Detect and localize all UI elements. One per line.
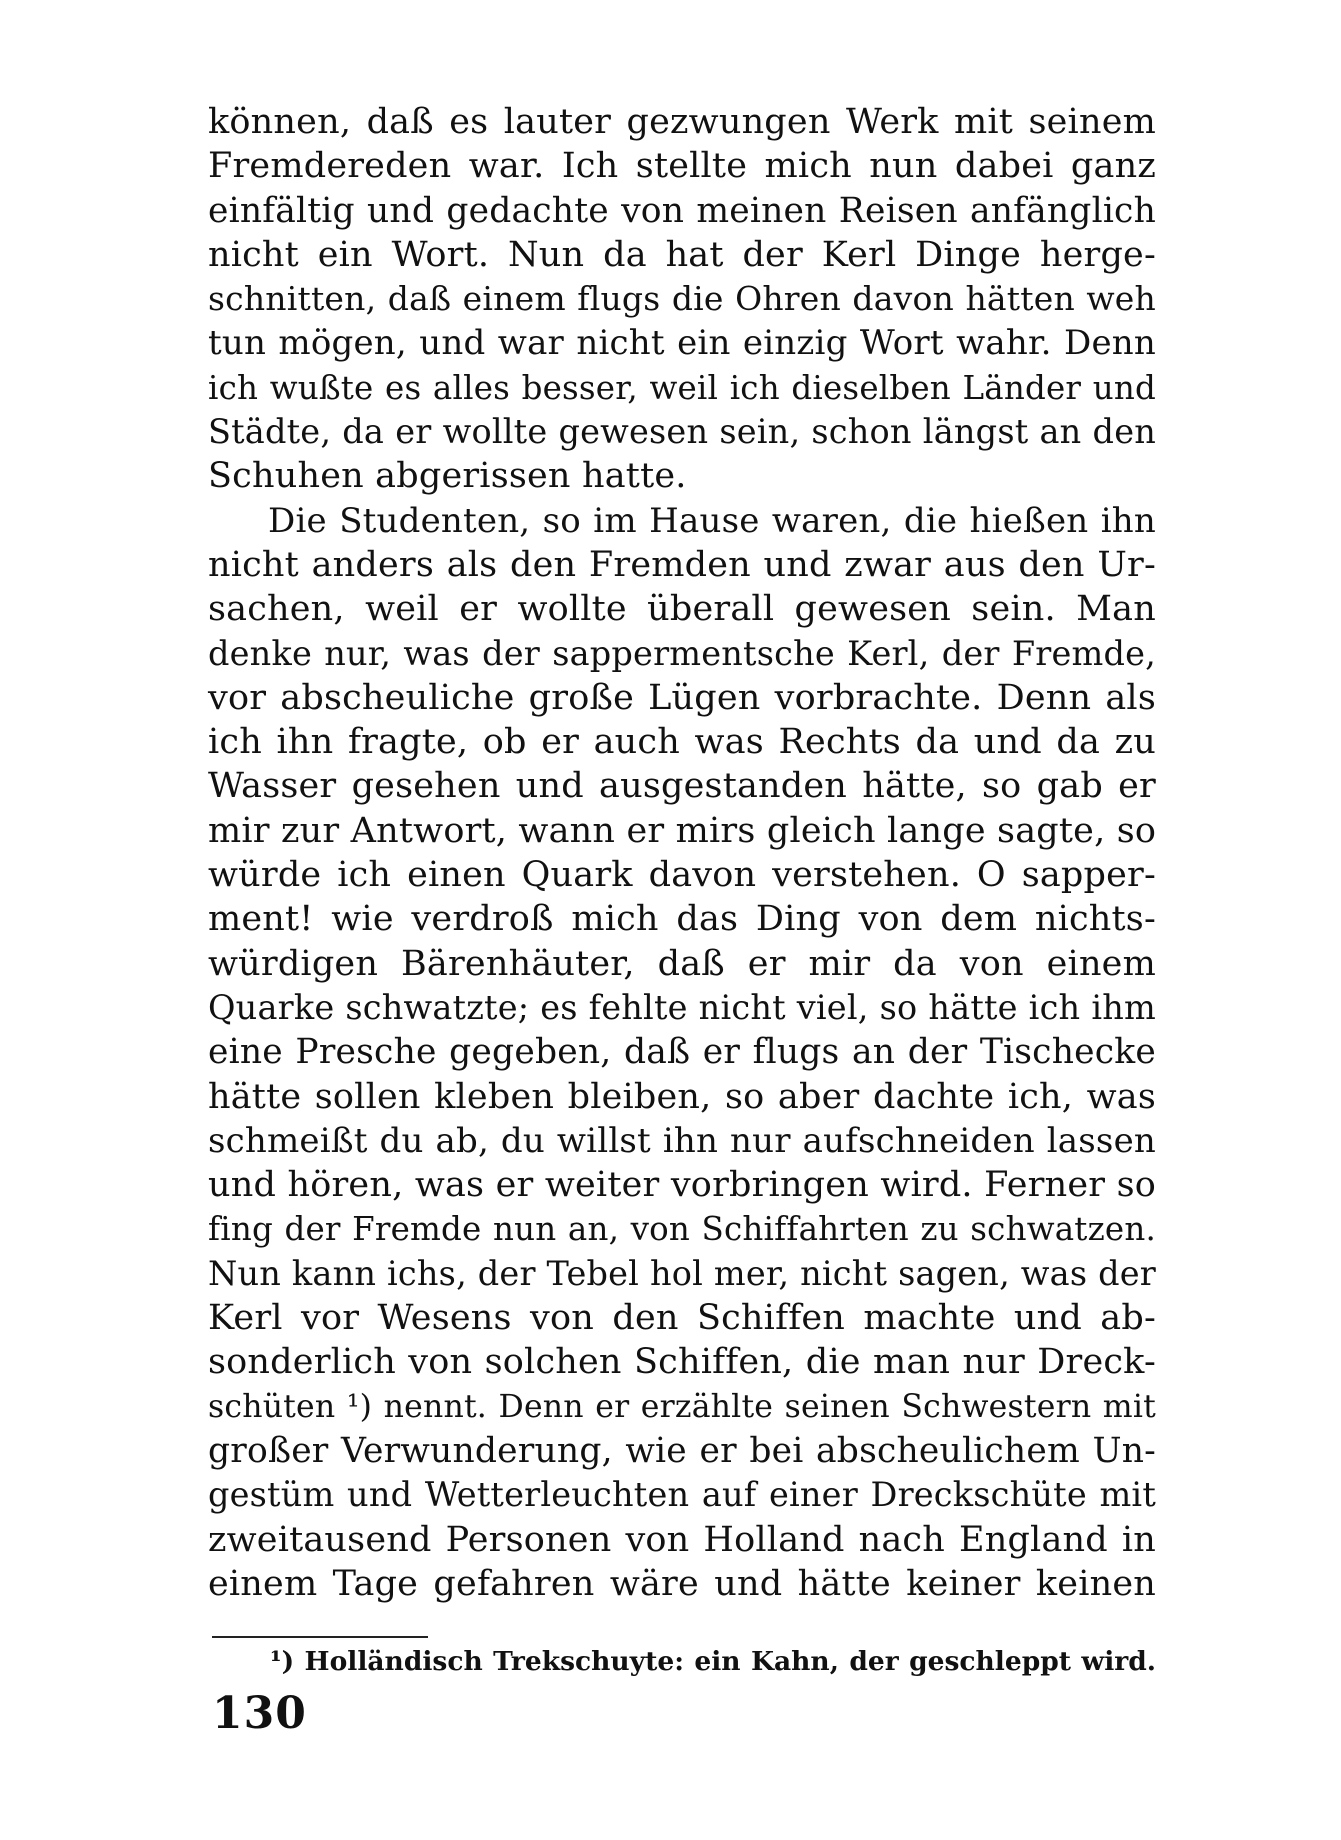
text-line: zweitausend Personen von Holland nach England in bbox=[208, 1519, 1156, 1560]
text-line: Fremdereden war. Ich stellte mich nun dabei ganz bbox=[208, 146, 1156, 187]
text-line: mir zur Antwort, wann er mirs gleich lange sagte, so bbox=[208, 810, 1157, 851]
text-line: würde ich einen Quark davon verstehen. O sapper- bbox=[208, 855, 1156, 896]
text-line: ment! wie verdroß mich das Ding von dem nichts- bbox=[208, 899, 1156, 940]
text-line: würdigen Bärenhäuter, daß er mir da von einem bbox=[208, 943, 1156, 984]
text-line: großer Verwunderung, wie er bei abscheulichem Un- bbox=[208, 1430, 1156, 1471]
text-line: tun mögen, und war nicht ein einzig Wort wahr. Denn bbox=[208, 323, 1156, 364]
text-line: schüten ¹) nennt. Denn er erzählte seinen Schwestern mit bbox=[208, 1388, 1156, 1425]
text-line: einfältig und gedachte von meinen Reisen anfänglich bbox=[208, 190, 1156, 231]
text-line: schnitten, daß einem flugs die Ohren davon hätten weh bbox=[208, 279, 1156, 319]
text-line: Wasser gesehen und ausgestanden hätte, so gab er bbox=[208, 766, 1156, 807]
text-line: nicht anders als den Fremden und zwar aus den Ur- bbox=[208, 544, 1156, 585]
text-line-paragraph-end: Schuhen abgerissen hatte. bbox=[208, 456, 687, 497]
footnote-divider bbox=[212, 1636, 428, 1638]
text-line: und hören, was er weiter vorbringen wird. Ferner so bbox=[208, 1165, 1156, 1206]
text-line: eine Presche gegeben, daß er flugs an der Tischecke bbox=[208, 1032, 1156, 1073]
text-line: Nun kann ichs, der Tebel hol mer, nicht sagen, was der bbox=[208, 1253, 1156, 1293]
page-number: 130 bbox=[212, 1688, 307, 1739]
text-line: denke nur, was der sappermentsche Kerl, der Fremde, bbox=[208, 633, 1156, 673]
text-line: sachen, weil er wollte überall gewesen sein. Man bbox=[208, 589, 1156, 630]
text-line: Kerl vor Wesens von den Schiffen machte und ab- bbox=[208, 1298, 1156, 1339]
footnote: ¹) Holländisch Trekschuyte: ein Kahn, der geschleppt wird. bbox=[270, 1646, 1156, 1677]
text-line: schmeißt du ab, du willst ihn nur aufschneiden lassen bbox=[208, 1120, 1156, 1161]
text-line: einem Tage gefahren wäre und hätte keiner keinen bbox=[208, 1563, 1156, 1604]
text-line: gestüm und Wetterleuchten auf einer Dreckschüte mit bbox=[208, 1475, 1156, 1515]
text-line-paragraph-start: Die Studenten, so im Hause waren, die hießen ihn bbox=[268, 500, 1156, 541]
text-line: fing der Fremde nun an, von Schiffahrten zu schwatzen. bbox=[208, 1210, 1156, 1249]
text-line: Städte, da er wollte gewesen sein, schon längst an den bbox=[208, 412, 1156, 452]
text-line: ich ihn fragte, ob er auch was Rechts da und da zu bbox=[208, 722, 1156, 763]
text-line: ich wußte es alles besser, weil ich dieselben Länder und bbox=[208, 368, 1156, 407]
text-line: vor abscheuliche große Lügen vorbrachte. Denn als bbox=[208, 677, 1156, 718]
text-line: nicht ein Wort. Nun da hat der Kerl Dinge herge- bbox=[208, 234, 1156, 275]
text-line: sonderlich von solchen Schiffen, die man nur Dreck- bbox=[208, 1342, 1156, 1383]
text-line: können, daß es lauter gezwungen Werk mit seinem bbox=[208, 102, 1156, 142]
text-line: Quarke schwatzte; es fehlte nicht viel, so hätte ich ihm bbox=[208, 987, 1156, 1027]
body-text bbox=[208, 100, 1156, 1606]
text-line: hätte sollen kleben bleiben, so aber dachte ich, was bbox=[208, 1076, 1156, 1117]
